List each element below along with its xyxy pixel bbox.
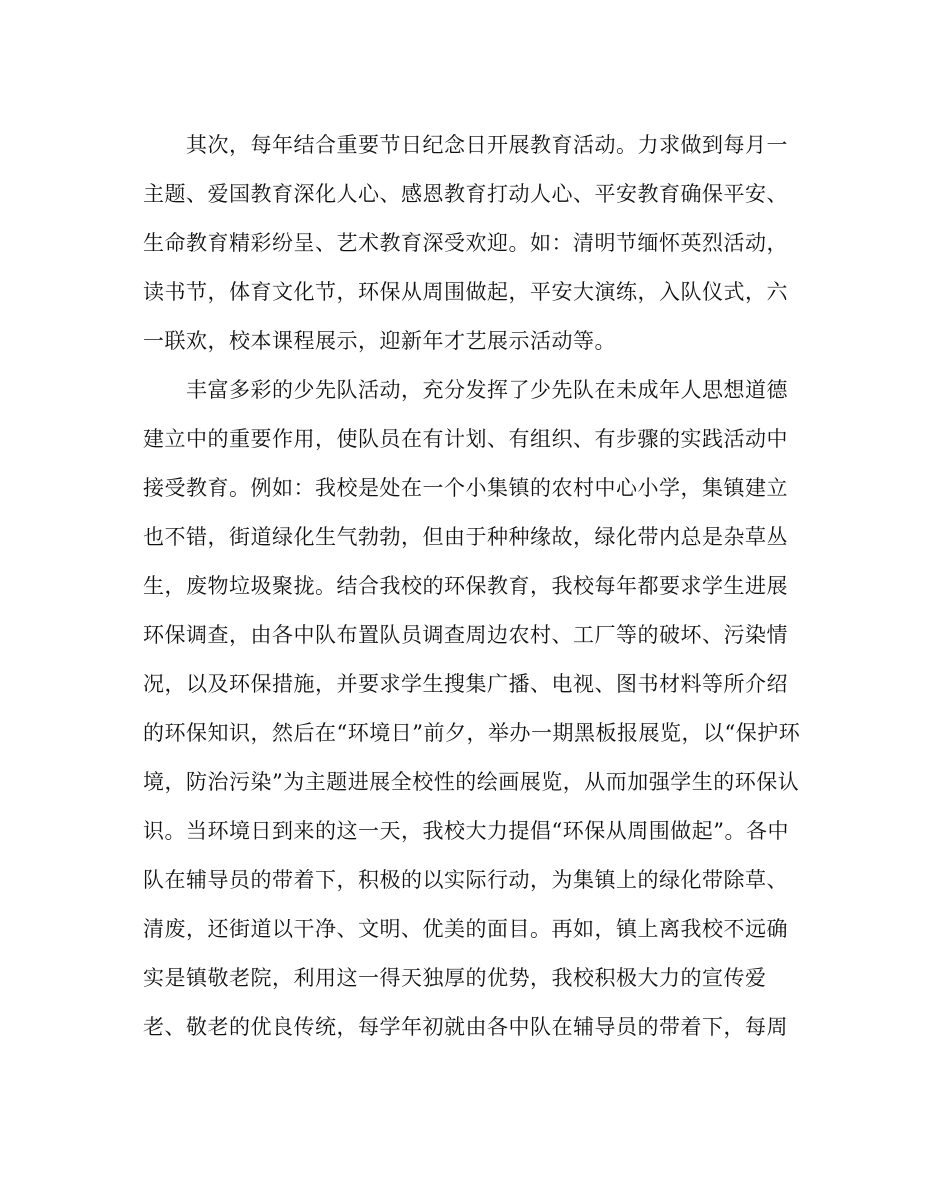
- paragraph-2-line-4: 也不错，街道绿化生气勃勃，但由于种种缘故，绿化带内总是杂草丛: [143, 525, 788, 549]
- paragraph-1-line-4: 读书节，体育文化节，环保从周围做起，平安大演练，入队仪式，六: [143, 280, 788, 304]
- paragraph-1-line-1: 其次，每年结合重要节日纪念日开展教育活动。力求做到每月一: [186, 133, 788, 157]
- paragraph-2-line-2: 建立中的重要作用，使队员在有计划、有组织、有步骤的实践活动中: [143, 427, 788, 451]
- paragraph-2-line-11: 队在辅导员的带着下，积极的以实际行动，为集镇上的绿化带除草、: [143, 868, 788, 892]
- paragraph-2-line-3: 接受教育。例如：我校是处在一个小集镇的农村中心小学，集镇建立: [143, 476, 788, 500]
- paragraph-2-line-8: 的环保知识，然后在“环境日”前夕，举办一期黑板报展览，以“保护环: [143, 721, 801, 745]
- paragraph-2-line-5: 生，废物垃圾聚拢。结合我校的环保教育，我校每年都要求学生进展: [143, 574, 788, 598]
- paragraph-2-line-7: 况，以及环保措施，并要求学生搜集广播、电视、图书材料等所介绍: [143, 672, 788, 696]
- paragraph-2-line-1: 丰富多彩的少先队活动，充分发挥了少先队在未成年人思想道德: [186, 378, 788, 402]
- paragraph-2-line-13: 实是镇敬老院，利用这一得天独厚的优势，我校积极大力的宣传爱: [143, 966, 767, 990]
- paragraph-2-line-14: 老、敬老的优良传统，每学年初就由各中队在辅导员的带着下，每周: [143, 1015, 788, 1039]
- paragraph-2-line-9: 境，防治污染”为主题进展全校性的绘画展览，从而加强学生的环保认: [143, 770, 800, 794]
- paragraph-2-line-6: 环保调查，由各中队布置队员调查周边农村、工厂等的破坏、污染情: [143, 623, 788, 647]
- paragraph-1-line-3: 生命教育精彩纷呈、艺术教育深受欢迎。如：清明节缅怀英烈活动，: [143, 231, 788, 255]
- paragraph-2-line-12: 清废，还街道以干净、文明、优美的面目。再如，镇上离我校不远确: [143, 917, 788, 941]
- paragraph-1-line-5: 一联欢，校本课程展示，迎新年才艺展示活动等。: [143, 329, 616, 353]
- paragraph-2-line-10: 识。当环境日到来的这一天，我校大力提倡“环保从周围做起”。各中: [143, 819, 789, 843]
- paragraph-1-line-2: 主题、爱国教育深化人心、感恩教育打动人心、平安教育确保平安、: [143, 182, 788, 206]
